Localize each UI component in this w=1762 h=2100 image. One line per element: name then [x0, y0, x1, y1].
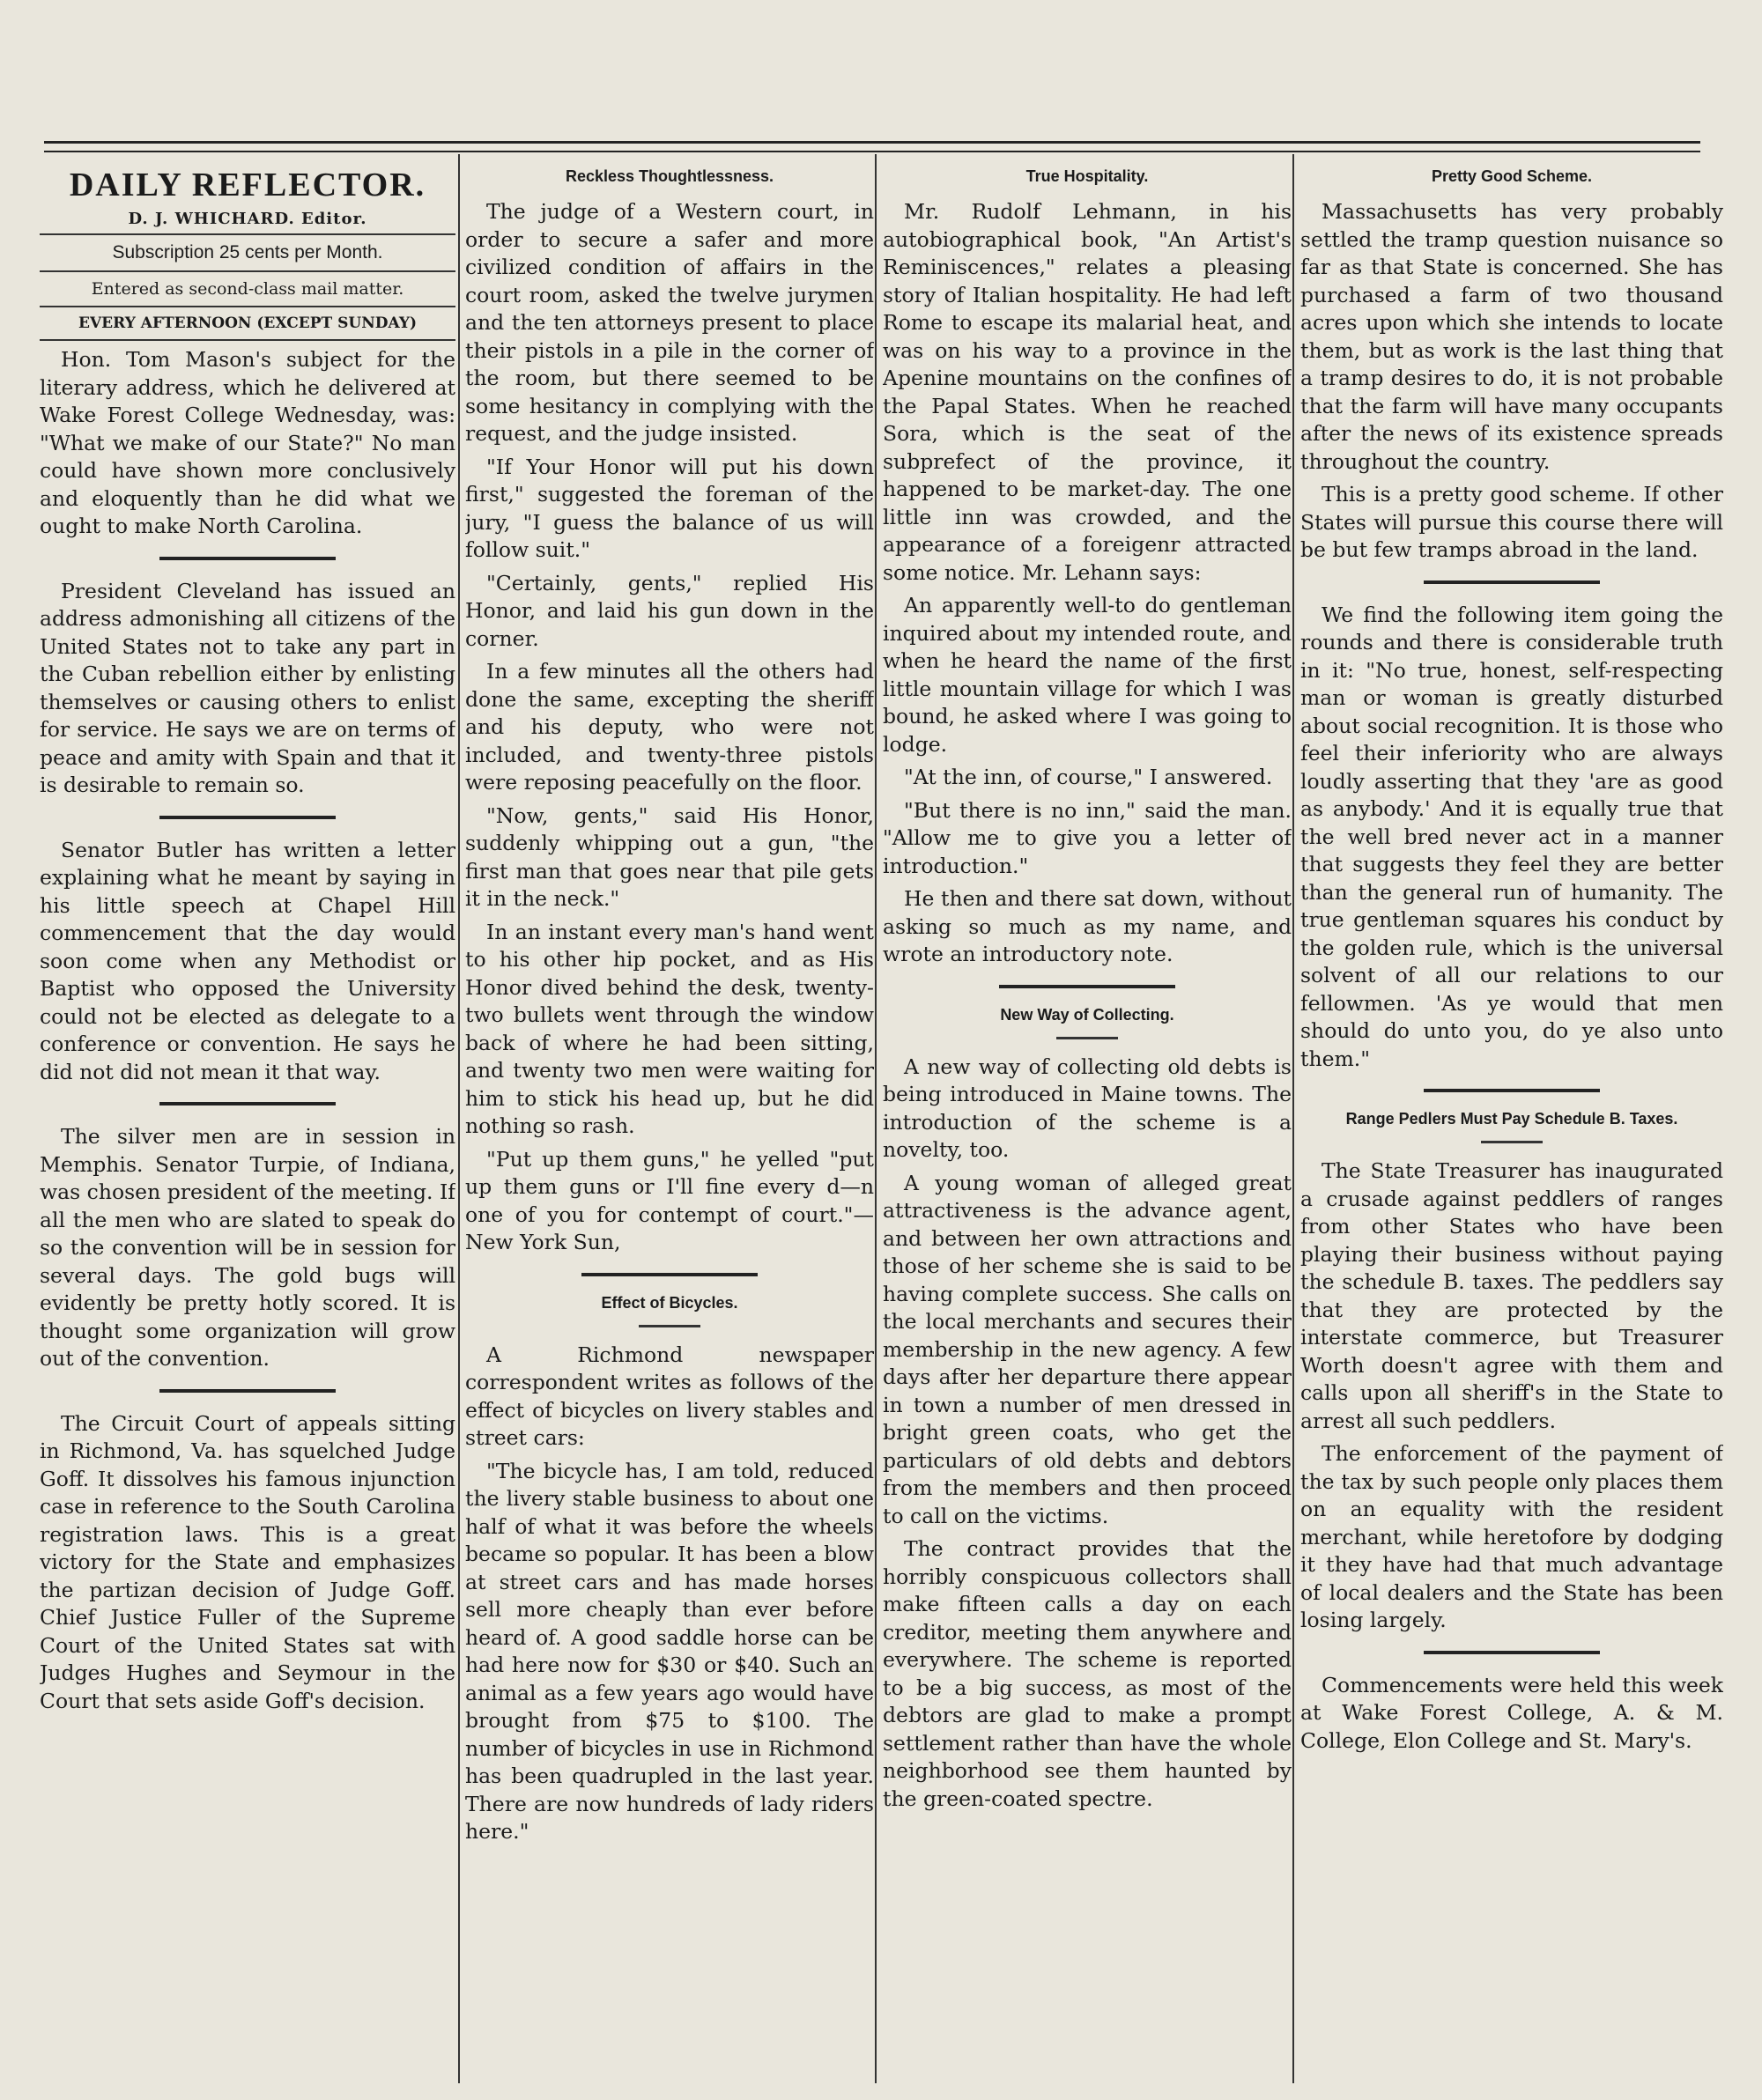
- top-double-rule: [44, 141, 1700, 152]
- entered-line: Entered as second-class mail matter.: [91, 279, 404, 299]
- paragraph: The judge of a Western court, in order to secure a safer and more civilized condition of affairs in the court room, asked the twelve jurymen and the ten attorneys present to place their pistols in a pile in the corner of the room, but there seemed to be some hesitancy in complying with the request, and the judge insisted.: [465, 199, 874, 446]
- separator-rule: [159, 1102, 336, 1105]
- paragraph: "The bicycle has, I am told, reduced the livery stable business to about one half of what it was before the wheels became so popular. It has been a blow at street cars and has made horses sell more cheaply than ever before heard of. A good saddle horse can be had here now for $30 or $40. Such an animal as a few years ago would have brought from $75 to $100. The number of bicycles in use in Richmond has been quadrupled in the last year. There are now hundreds of lady riders here.": [465, 1458, 874, 1844]
- article-heading: Reckless Thoughtlessness.: [565, 167, 774, 185]
- separator-rule: [159, 557, 336, 560]
- article-heading: Pretty Good Scheme.: [1431, 167, 1593, 185]
- paragraph: The enforcement of the payment of the tax by such people only places them on an equality with the resident merchant, while heretofore by dodging it they have had that much advantage of local dealers and the State has been losing largely.: [1300, 1441, 1723, 1632]
- paragraph: Hon. Tom Mason's subject for the literary address, which he delivered at Wake Forest College Wednesday, was: "What we make of our State?" No man could have shown more conclusively and eloquently than he did what we ought to make North Carolina.: [40, 347, 455, 538]
- separator-rule: [1056, 1037, 1118, 1039]
- article-heading: Effect of Bicycles.: [601, 1293, 738, 1312]
- paragraph: The contract provides that the horribly conspicuous collectors shall make fifteen calls a day on each creditor, meeting them anywhere and everywhere. The scheme is reported to be a big success, as most of the debtors are glad to make a prompt settlement rather than have the whole neighborhood see them haunted by the green-coated spectre.: [883, 1536, 1292, 1811]
- column-divider: [875, 154, 877, 2083]
- paragraph: In an instant every man's hand went to his other hip pocket, and as His Honor dived behind the desk, twenty-two bullets went through the window back of where he had been sitting, and twenty two men were waiting for him to stick his head up, but he did nothing so rash.: [465, 919, 874, 1138]
- column-3: [883, 159, 1292, 2079]
- paragraph: This is a pretty good scheme. If other States will pursue this course there will be but few tramps abroad in the land.: [1300, 482, 1723, 562]
- divider: [40, 270, 455, 272]
- article-heading: Range Pedlers Must Pay Schedule B. Taxes.: [1345, 1110, 1678, 1128]
- paragraph: The Circuit Court of appeals sitting in Richmond, Va. has squelched Judge Goff. It dissolves his famous injunction case in reference to the South Carolina registration laws. This is a great victory for the State and emphasizes the partizan decision of Judge Goff. Chief Justice Fuller of the Supreme Court of the United States sat with Judges Hughes and Seymour in the Court that sets aside Goff's decision.: [40, 1410, 455, 1713]
- divider: [40, 339, 455, 341]
- masthead-title: DAILY REFLECTOR.: [69, 166, 426, 203]
- paragraph: We find the following item going the rounds and there is considerable truth in it: "No true, honest, self-respecting man or woman is greatly disturbed about social recognition. It is those who feel their inferiority who are always loudly asserting that they 'are as good as anybody.' And it is equally true that the well bred never act in a manner that suggests they feel they are better than the general run of humanity. The true gentleman squares his conduct by the golden rule, which is the universal solvent of all our relations to our fellowmen. 'As ye would that men should do unto you, do ye also unto them.": [1300, 602, 1723, 1071]
- paragraph: The silver men are in session in Memphis. Senator Turpie, of Indiana, was chosen president of the meeting. If all the men who are slated to speak do so the convention will be in session for several days. The gold bugs will evidently be pretty hotly scored. It is thought some organization will grow out of the convention.: [40, 1124, 455, 1371]
- paragraph: In a few minutes all the others had done the same, excepting the sheriff and his deputy, who were not included, and twenty-three pistols were reposing peacefully on the floor.: [465, 659, 874, 795]
- paragraph: The State Treasurer has inaugurated a crusade against peddlers of ranges from other States who have been playing their business without paying the schedule B. taxes. The peddlers say that they are protected by the interstate commerce, but Treasurer Worth doesn't agree with them and calls upon all sheriff's in the State to arrest all such peddlers.: [1300, 1158, 1723, 1433]
- paragraph: An apparently well-to do gentleman inquired about my intended route, and when he heard the name of the first little mountain village for which I was bound, he asked where I was going to lodge.: [883, 593, 1292, 757]
- paragraph: A new way of collecting old debts is being introduced in Maine towns. The introduction of the scheme is a novelty, too.: [883, 1054, 1292, 1162]
- column-1: [40, 159, 455, 2079]
- paragraph: A Richmond newspaper correspondent writes as follows of the effect of bicycles on livery stables and street cars:: [465, 1342, 874, 1450]
- column-divider: [458, 154, 460, 2083]
- paragraph: Senator Butler has written a letter explaining what he meant by saying in his little speech at Chapel Hill commencement that the day would soon come when any Methodist or Baptist who opposed the University could not be elected as delegate to a conference or convention. He says he did not did not mean it that way.: [40, 837, 455, 1084]
- article-heading: True Hospitality.: [1025, 167, 1149, 185]
- schedule-line: EVERY AFTERNOON (EXCEPT SUNDAY): [78, 314, 417, 332]
- paragraph: "But there is no inn," said the man. "Allow me to give you a letter of introduction.": [883, 797, 1292, 878]
- separator-rule: [1481, 1141, 1543, 1143]
- divider: [40, 233, 455, 235]
- paragraph: He then and there sat down, without asking so much as my name, and wrote an introductory note.: [883, 886, 1292, 966]
- editor-line: D. J. WHICHARD. Editor.: [128, 210, 367, 228]
- separator-rule: [639, 1325, 700, 1327]
- paragraph: President Cleveland has issued an address admonishing all citizens of the United States not to take any part in the Cuban rebellion either by enlisting themselves or causing others to enlist for service. He says we are on terms of peace and amity with Spain and that it is desirable to remain so.: [40, 578, 455, 797]
- separator-rule: [159, 816, 336, 819]
- paragraph: Commencements were held this week at Wake Forest College, A. & M. College, Elon College and St. Mary's.: [1300, 1672, 1723, 1753]
- paragraph: A young woman of alleged great attractiveness is the advance agent, and between her own attractions and those of her scheme she is said to be having complete success. She calls on the local merchants and secures their membership in the new agency. A few days after her departure there appear in town a number of men dressed in bright green coats, who get the particulars of old debts and debtors from the members and then proceed to call on the victims.: [883, 1170, 1292, 1528]
- subscription-line: Subscription 25 cents per Month.: [112, 242, 383, 262]
- article-heading: New Way of Collecting.: [1000, 1005, 1174, 1024]
- paragraph: "If Your Honor will put his down first," suggested the foreman of the jury, "I guess the balance of us will follow suit.": [465, 454, 874, 562]
- column-divider: [1292, 154, 1294, 2083]
- paragraph: "At the inn, of course," I answered.: [904, 765, 1273, 789]
- divider: [40, 306, 455, 307]
- separator-rule: [581, 1273, 758, 1276]
- separator-rule: [999, 985, 1175, 988]
- separator-rule: [159, 1389, 336, 1393]
- paragraph: "Certainly, gents," replied His Honor, and laid his gun down in the corner.: [465, 570, 874, 651]
- separator-rule: [1424, 1089, 1600, 1092]
- separator-rule: [1424, 1651, 1600, 1654]
- paragraph: "Now, gents," said His Honor, suddenly whipping out a gun, "the first man that goes near that pile gets it in the neck.": [465, 802, 874, 911]
- column-4: [1300, 159, 1723, 2079]
- paragraph: Mr. Rudolf Lehmann, in his autobiographical book, "An Artist's Reminiscences," relates a pleasing story of Italian hospitality. He had left Rome to escape its malarial heat, and was on his way to a province in the Apenine mountains on the confines of the Papal States. When he reached Sora, which is the seat of the subprefect of the province, it happened to be market-day. The one little inn was crowded, and the appearance of a foreigenr attracted some notice. Mr. Lehann says:: [883, 199, 1292, 585]
- paragraph: "Put up them guns," he yelled "put up them guns or I'll fine every d—n one of you for contempt of court."—New York Sun,: [465, 1146, 874, 1254]
- paragraph: Massachusetts has very probably settled the tramp question nuisance so far as that State is concerned. She has purchased a farm of two thousand acres upon which she intends to locate them, but as work is the last thing that a tramp desires to do, it is not probable that the farm will have many occupants after the news of its existence spreads throughout the country.: [1300, 199, 1723, 474]
- column-2: [465, 159, 874, 2079]
- separator-rule: [1424, 580, 1600, 584]
